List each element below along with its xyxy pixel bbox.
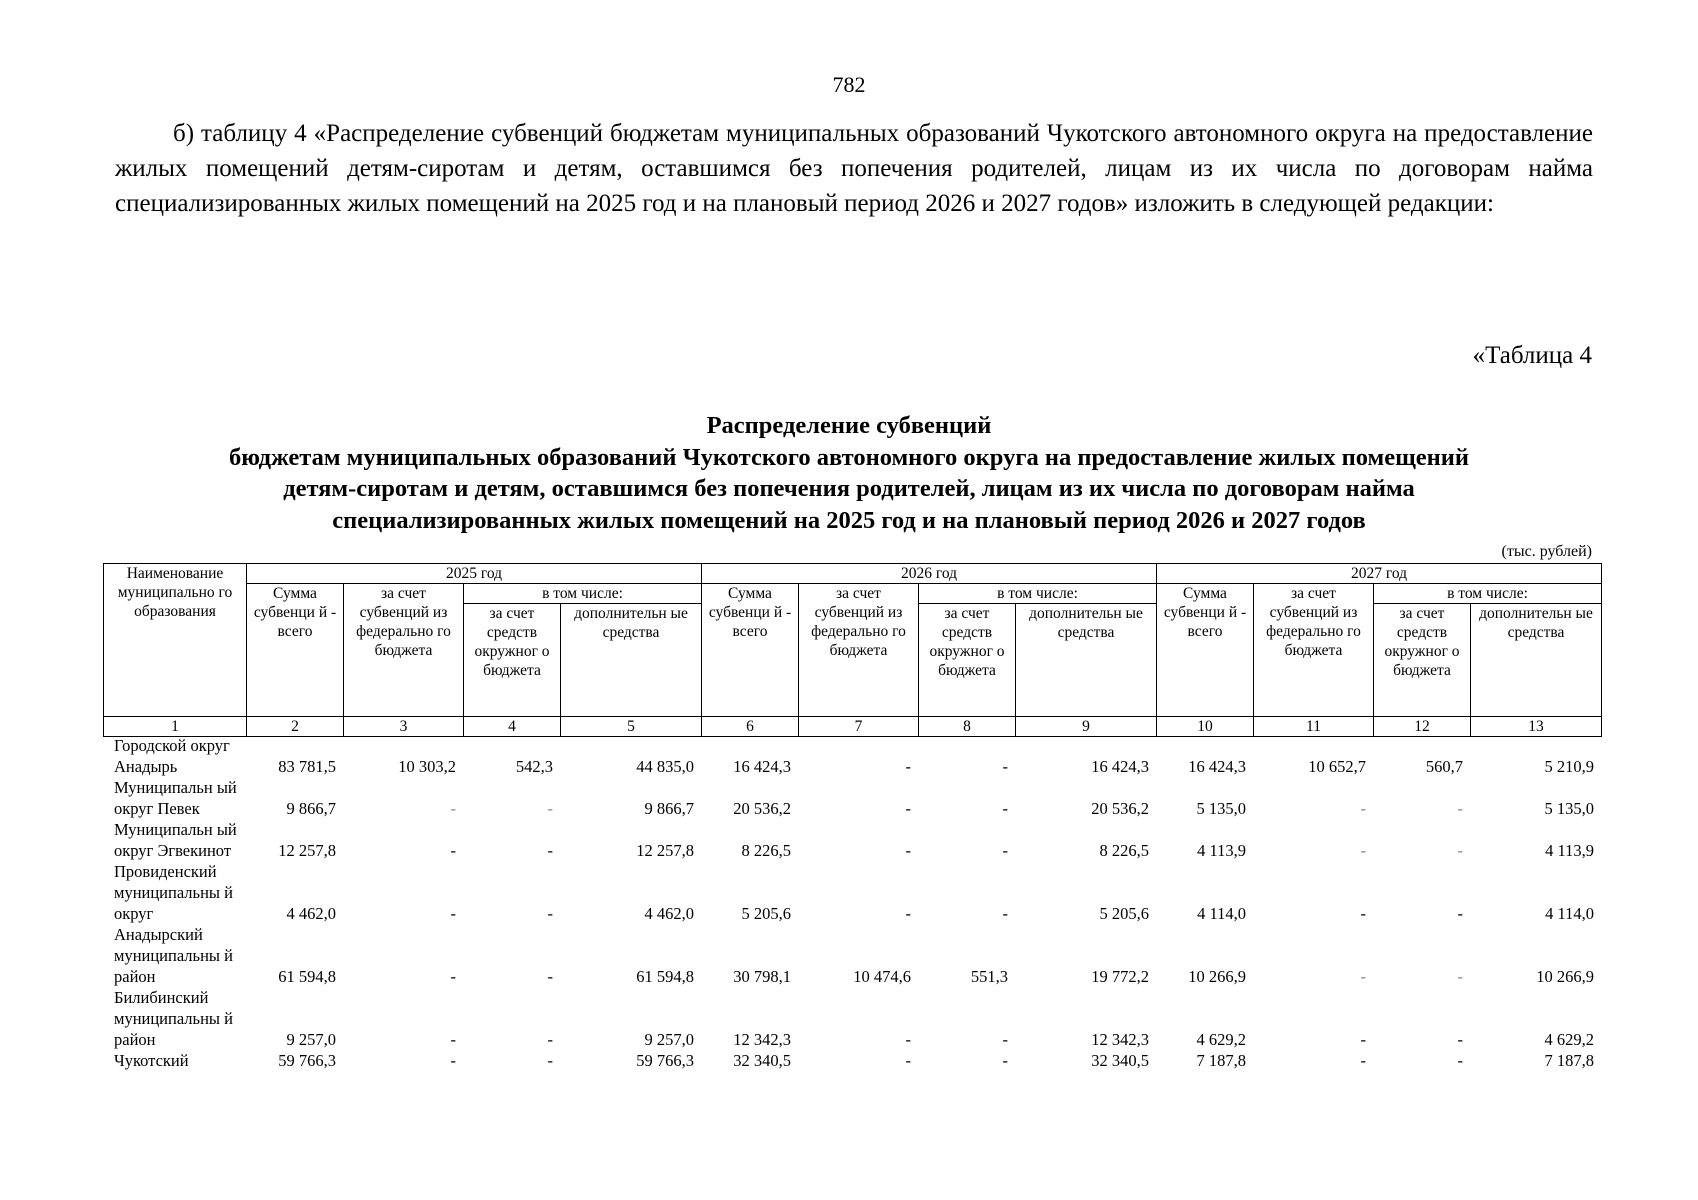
header-year-2026: 2026 год <box>702 564 1157 584</box>
cell-value: 16 424,3 <box>733 757 791 776</box>
table-row <box>103 987 1601 1050</box>
row-name: Анадырский муниципальны й район <box>114 925 233 986</box>
cell-value: - <box>1360 1030 1366 1049</box>
cell-value: - <box>1457 799 1463 818</box>
cell-value: - <box>1002 799 1008 818</box>
cell-value: - <box>1360 841 1366 860</box>
cell-value: - <box>547 799 553 818</box>
cell-value: - <box>450 1051 456 1070</box>
cell-value: - <box>450 1030 456 1049</box>
table-title <box>60 410 1638 536</box>
cell-value: - <box>905 1051 911 1070</box>
header-name-column: Наименование муниципально го образования <box>104 564 247 717</box>
cell-value: - <box>1002 1030 1008 1049</box>
col-number: 2 <box>247 717 344 737</box>
row-name: Муниципальн ый округ Певек <box>114 778 237 818</box>
col-number: 4 <box>464 717 561 737</box>
header-including: в том числе: <box>464 584 702 604</box>
cell-value: - <box>905 757 911 776</box>
row-name: Чукотский <box>114 1051 189 1070</box>
cell-value: 10 303,2 <box>398 757 456 776</box>
header-district: за счет средств окружног о бюджета <box>919 604 1016 717</box>
cell-value: - <box>547 841 553 860</box>
row-name: Муниципальн ый округ Эгвекинот <box>114 820 237 860</box>
cell-value: 10 266,9 <box>1536 967 1594 986</box>
cell-value: 4 629,2 <box>1196 1030 1246 1049</box>
col-number: 9 <box>1016 717 1157 737</box>
table-label: «Таблица 4 <box>1472 342 1592 369</box>
cell-value: - <box>1360 967 1366 986</box>
cell-value: 9 257,0 <box>644 1030 694 1049</box>
row-name: Провиденский муниципальны й округ <box>114 862 233 923</box>
cell-value: 83 781,5 <box>278 757 336 776</box>
table-row <box>103 819 1601 861</box>
cell-value: 19 772,2 <box>1091 967 1149 986</box>
header-total: Сумма субвенци й - всего <box>702 584 799 717</box>
cell-value: - <box>547 967 553 986</box>
cell-value: 30 798,1 <box>733 967 791 986</box>
table-row <box>103 861 1601 924</box>
cell-value: 4 113,9 <box>1545 841 1594 860</box>
cell-value: 44 835,0 <box>636 757 694 776</box>
cell-value: - <box>905 1030 911 1049</box>
header-total: Сумма субвенци й - всего <box>1157 584 1254 717</box>
cell-value: 4 114,0 <box>1197 904 1246 923</box>
cell-value: 5 210,9 <box>1544 757 1594 776</box>
intro-paragraph: б) таблицу 4 «Распределение субвенций бюджетам муниципальных образований Чукотского автономного округа на предоставление жилых помещений детям-сиротам и детям, оставшимся без попечения родителей, лицам из их числа по договорам найма специализированных жилых помещений на 2025 год и на плановый период 2026 и 2027 годов» изложить в следующей редакции: <box>115 120 1593 217</box>
header-federal: за счет субвенций из федерально го бюджета <box>799 584 919 717</box>
col-number: 7 <box>799 717 919 737</box>
data-table <box>103 735 1601 1071</box>
header-year-2025: 2025 год <box>247 564 702 584</box>
header-district: за счет средств окружног о бюджета <box>464 604 561 717</box>
header-including: в том числе: <box>1374 584 1602 604</box>
cell-value: 5 205,6 <box>741 904 791 923</box>
cell-value: 32 340,5 <box>733 1051 791 1070</box>
cell-value: 12 342,3 <box>733 1030 791 1049</box>
cell-value: 10 474,6 <box>853 967 911 986</box>
cell-value: - <box>1457 841 1463 860</box>
cell-value: 20 536,2 <box>733 799 791 818</box>
header-federal: за счет субвенций из федерально го бюджета <box>1254 584 1374 717</box>
cell-value: 551,3 <box>970 967 1008 986</box>
table-row <box>103 777 1601 819</box>
cell-value: 5 135,0 <box>1196 799 1246 818</box>
cell-value: - <box>450 904 456 923</box>
cell-value: 5 135,0 <box>1544 799 1594 818</box>
cell-value: 61 594,8 <box>636 967 694 986</box>
cell-value: 12 257,8 <box>278 841 336 860</box>
col-number: 8 <box>919 717 1016 737</box>
cell-value: 4 113,9 <box>1197 841 1246 860</box>
col-number: 6 <box>702 717 799 737</box>
col-number: 5 <box>561 717 702 737</box>
cell-value: - <box>547 1051 553 1070</box>
title-line: специализированных жилых помещений на 2025 год и на плановый период 2026 и 2027 годов <box>332 506 1366 534</box>
cell-value: - <box>1457 1051 1463 1070</box>
cell-value: 560,7 <box>1425 757 1463 776</box>
col-number: 3 <box>344 717 464 737</box>
table-row <box>103 1050 1601 1071</box>
cell-value: - <box>905 841 911 860</box>
col-number: 10 <box>1157 717 1254 737</box>
cell-value: - <box>547 904 553 923</box>
cell-value: 9 257,0 <box>286 1030 336 1049</box>
cell-value: 9 866,7 <box>644 799 694 818</box>
cell-value: 542,3 <box>515 757 553 776</box>
col-number: 11 <box>1254 717 1374 737</box>
row-name: Городской округ Анадырь <box>114 736 230 776</box>
cell-value: - <box>905 799 911 818</box>
cell-value: 8 226,5 <box>741 841 791 860</box>
header-federal: за счет субвенций из федерально го бюджета <box>344 584 464 717</box>
cell-value: - <box>1360 1051 1366 1070</box>
cell-value: - <box>1002 841 1008 860</box>
header-district: за счет средств окружног о бюджета <box>1374 604 1471 717</box>
cell-value: 4 462,0 <box>644 904 694 923</box>
col-number: 12 <box>1374 717 1471 737</box>
col-number: 1 <box>104 717 247 737</box>
cell-value: 10 266,9 <box>1188 967 1246 986</box>
units-label: (тыс. рублей) <box>1501 543 1592 560</box>
header-additional: дополнительн ые средства <box>1016 604 1157 717</box>
page-number: 782 <box>832 72 866 97</box>
cell-value: - <box>905 904 911 923</box>
cell-value: - <box>1002 757 1008 776</box>
cell-value: 4 629,2 <box>1544 1030 1594 1049</box>
table-row <box>103 924 1601 987</box>
table-header <box>103 563 1602 737</box>
header-additional: дополнительн ые средства <box>1471 604 1602 717</box>
cell-value: 16 424,3 <box>1188 757 1246 776</box>
title-line: бюджетам муниципальных образований Чукотского автономного округа на предоставление жилых помещений <box>229 443 1469 471</box>
cell-value: - <box>1360 799 1366 818</box>
cell-value: 61 594,8 <box>278 967 336 986</box>
cell-value: 32 340,5 <box>1091 1051 1149 1070</box>
cell-value: 5 205,6 <box>1099 904 1149 923</box>
cell-value: 7 187,8 <box>1544 1051 1594 1070</box>
cell-value: 9 866,7 <box>286 799 336 818</box>
cell-value: - <box>1002 1051 1008 1070</box>
col-number: 13 <box>1471 717 1602 737</box>
cell-value: 10 652,7 <box>1308 757 1366 776</box>
cell-value: 7 187,8 <box>1196 1051 1246 1070</box>
cell-value: 20 536,2 <box>1091 799 1149 818</box>
cell-value: 12 257,8 <box>636 841 694 860</box>
cell-value: - <box>450 841 456 860</box>
header-total: Сумма субвенци й - всего <box>247 584 344 717</box>
cell-value: 59 766,3 <box>636 1051 694 1070</box>
title-line: детям-сиротам и детям, оставшимся без попечения родителей, лицам из их числа по договорам найма <box>283 475 1415 502</box>
header-additional: дополнительн ые средства <box>561 604 702 717</box>
cell-value: 12 342,3 <box>1091 1030 1149 1049</box>
row-name: Билибинский муниципальны й район <box>114 988 233 1049</box>
cell-value: - <box>1457 1030 1463 1049</box>
cell-value: - <box>1002 904 1008 923</box>
cell-value: 59 766,3 <box>278 1051 336 1070</box>
title-line: Распределение субвенций <box>706 412 992 439</box>
cell-value: - <box>547 1030 553 1049</box>
cell-value: - <box>1457 904 1463 923</box>
header-including: в том числе: <box>919 584 1157 604</box>
header-year-2027: 2027 год <box>1157 564 1602 584</box>
cell-value: 4 114,0 <box>1545 904 1594 923</box>
cell-value: - <box>1360 904 1366 923</box>
cell-value: 16 424,3 <box>1091 757 1149 776</box>
cell-value: 8 226,5 <box>1099 841 1149 860</box>
cell-value: 4 462,0 <box>286 904 336 923</box>
cell-value: - <box>1457 967 1463 986</box>
table-row <box>103 735 1601 777</box>
cell-value: - <box>450 799 456 818</box>
cell-value: - <box>450 967 456 986</box>
